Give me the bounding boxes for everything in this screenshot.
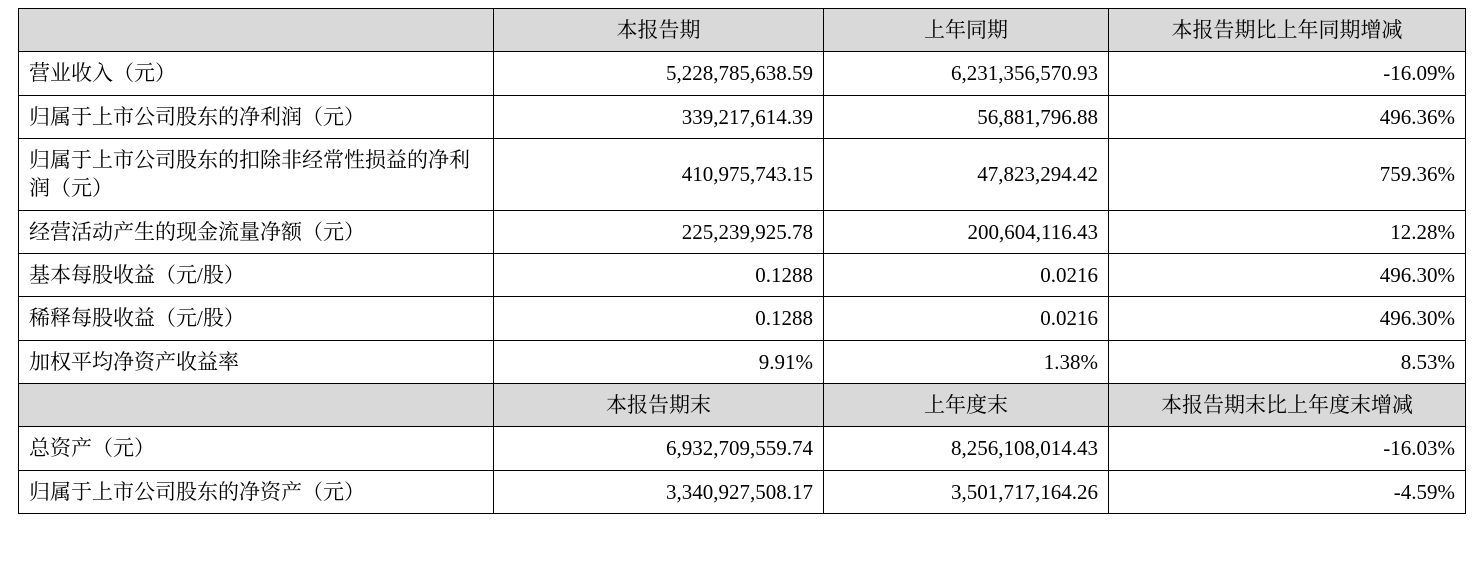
row-value-operating-cash-flow-prior: 200,604,116.43: [824, 210, 1109, 253]
table-row: [19, 427, 1466, 470]
row-value-diluted-eps-change: 496.30%: [1109, 297, 1466, 340]
row-value-net-profit-prior: 56,881,796.88: [824, 95, 1109, 138]
table-row: [19, 297, 1466, 340]
row-label-net-profit: 归属于上市公司股东的净利润（元）: [19, 95, 494, 138]
row-value-total-assets-prior: 8,256,108,014.43: [824, 427, 1109, 470]
row-value-net-profit-deducted-prior: 47,823,294.42: [824, 139, 1109, 211]
row-value-net-profit-change: 496.36%: [1109, 95, 1466, 138]
row-label-basic-eps: 基本每股收益（元/股）: [19, 254, 494, 297]
row-value-total-assets-current: 6,932,709,559.74: [494, 427, 824, 470]
table-row: [19, 139, 1466, 211]
row-value-revenue-current: 5,228,785,638.59: [494, 52, 824, 95]
header-corner-cell-2: [19, 384, 494, 427]
table-row: [19, 340, 1466, 383]
row-value-operating-cash-flow-change: 12.28%: [1109, 210, 1466, 253]
row-value-weighted-roe-change: 8.53%: [1109, 340, 1466, 383]
row-value-basic-eps-prior: 0.0216: [824, 254, 1109, 297]
row-value-operating-cash-flow-current: 225,239,925.78: [494, 210, 824, 253]
row-value-net-profit-deducted-current: 410,975,743.15: [494, 139, 824, 211]
row-value-total-assets-change: -16.03%: [1109, 427, 1466, 470]
row-value-basic-eps-change: 496.30%: [1109, 254, 1466, 297]
row-value-basic-eps-current: 0.1288: [494, 254, 824, 297]
header-end-of-last-year: 上年度末: [824, 384, 1109, 427]
row-label-net-assets: 归属于上市公司股东的净资产（元）: [19, 470, 494, 513]
header-yoy-change: 本报告期比上年同期增减: [1109, 9, 1466, 52]
row-value-diluted-eps-current: 0.1288: [494, 297, 824, 340]
table-header-row-period: [19, 9, 1466, 52]
row-value-net-profit-deducted-change: 759.36%: [1109, 139, 1466, 211]
header-corner-cell: [19, 9, 494, 52]
header-same-period-last-year: 上年同期: [824, 9, 1109, 52]
table-row: [19, 95, 1466, 138]
header-end-of-current-period: 本报告期末: [494, 384, 824, 427]
table-row: [19, 210, 1466, 253]
row-value-net-assets-current: 3,340,927,508.17: [494, 470, 824, 513]
table-row: [19, 254, 1466, 297]
row-label-operating-cash-flow: 经营活动产生的现金流量净额（元）: [19, 210, 494, 253]
row-value-revenue-change: -16.09%: [1109, 52, 1466, 95]
financial-summary-table: [18, 8, 1466, 514]
row-value-revenue-prior: 6,231,356,570.93: [824, 52, 1109, 95]
table-row: [19, 470, 1466, 513]
row-value-weighted-roe-prior: 1.38%: [824, 340, 1109, 383]
row-value-net-assets-change: -4.59%: [1109, 470, 1466, 513]
header-period-end-change: 本报告期末比上年度末增减: [1109, 384, 1466, 427]
row-label-diluted-eps: 稀释每股收益（元/股）: [19, 297, 494, 340]
row-label-total-assets: 总资产（元）: [19, 427, 494, 470]
table-row: [19, 52, 1466, 95]
table-header-row-balance: [19, 384, 1466, 427]
financial-summary-table-wrapper: [18, 8, 1465, 514]
row-value-diluted-eps-prior: 0.0216: [824, 297, 1109, 340]
row-label-net-profit-deducted: 归属于上市公司股东的扣除非经常性损益的净利润（元）: [19, 139, 494, 211]
row-value-net-assets-prior: 3,501,717,164.26: [824, 470, 1109, 513]
row-value-net-profit-current: 339,217,614.39: [494, 95, 824, 138]
header-current-period: 本报告期: [494, 9, 824, 52]
row-value-weighted-roe-current: 9.91%: [494, 340, 824, 383]
row-label-weighted-roe: 加权平均净资产收益率: [19, 340, 494, 383]
row-label-revenue: 营业收入（元）: [19, 52, 494, 95]
